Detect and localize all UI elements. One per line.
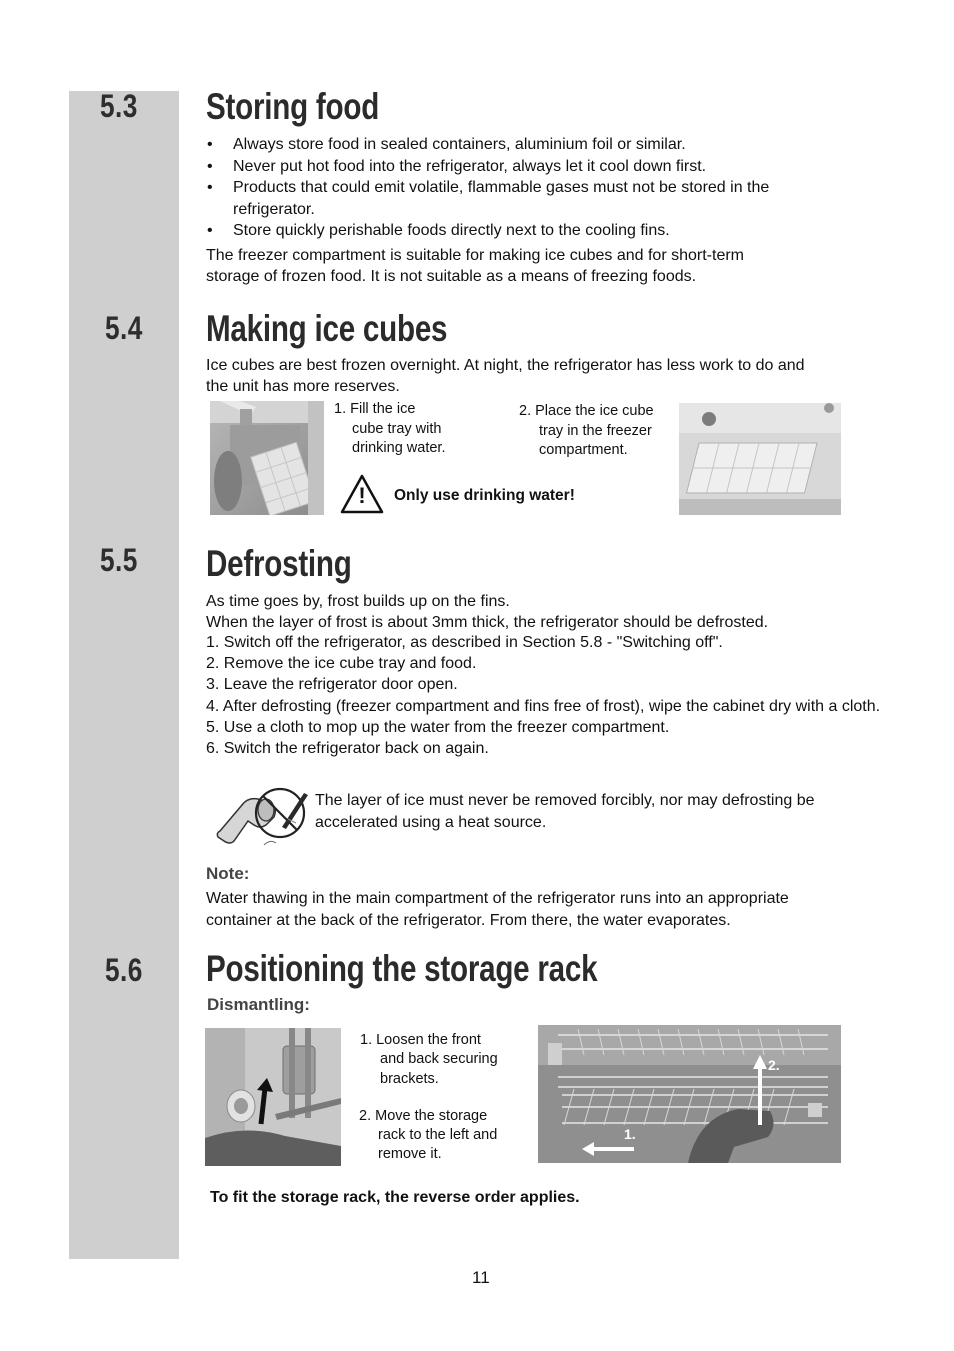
defrost-step: 5. Use a cloth to mop up the water from the freezer compartment. — [206, 718, 670, 736]
section-title-defrosting: Defrosting — [206, 543, 352, 584]
defrost-step: 2. Remove the ice cube tray and food. — [206, 655, 477, 673]
ice-intro-line2: the unit has more reserves. — [206, 378, 400, 395]
dismantling-subhead: Dismantling: — [207, 995, 310, 1014]
section-number-5-3: 5.3 — [100, 88, 138, 124]
ice-step2-line3: compartment. — [539, 442, 628, 458]
rack-step2-line1: 2. Move the storage — [359, 1108, 488, 1124]
left-sidebar-band — [69, 91, 179, 1259]
ice-step2-line1: 2. Place the ice cube — [519, 403, 654, 419]
defrost-steps — [206, 632, 886, 759]
freezer-paragraph-line1: The freezer compartment is suitable for making ice cubes and for short-term — [206, 247, 744, 264]
ice-step1-line1: 1. Fill the ice — [334, 401, 416, 417]
rack-step2-line3: remove it. — [378, 1146, 442, 1162]
bullet-item: • Always store food in sealed containers, aluminium foil or similar. — [207, 136, 686, 153]
warning-symbol: ! — [358, 483, 366, 508]
caution-line1: The layer of ice must never be removed forcibly, nor may defrosting be — [315, 792, 815, 809]
defrost-line2: When the layer of frost is about 3mm thick, the refrigerator should be defrosted. — [206, 614, 769, 631]
warning-triangle-icon — [340, 474, 384, 514]
caution-line2: accelerated using a heat source. — [315, 814, 547, 831]
section-title-storing-food: Storing food — [206, 86, 380, 127]
freezer-paragraph-line2: storage of frozen food. It is not suitable as a means of freezing foods. — [206, 268, 697, 285]
section-number-5-6: 5.6 — [105, 952, 143, 988]
note-line2: container at the back of the refrigerator. From there, the water evaporates. — [206, 912, 731, 929]
photo-securing-bracket — [205, 1028, 341, 1166]
rack-step2-line2: rack to the left and — [378, 1127, 498, 1143]
warning-drinking-water: Only use drinking water! — [394, 487, 575, 504]
defrost-step: 6. Switch the refrigerator back on again. — [206, 740, 489, 758]
section-title-positioning-storage-rack: Positioning the storage rack — [206, 948, 598, 989]
no-hairdryer-icon — [208, 783, 312, 851]
reverse-order-note: To fit the storage rack, the reverse order applies. — [210, 1189, 580, 1206]
photo-wire-rack-removal — [538, 1025, 841, 1163]
rack-step1-line1: 1. Loosen the front — [360, 1032, 481, 1048]
rack-arrow-label-1: 1. — [624, 1126, 636, 1142]
storing-food-bullets — [206, 134, 886, 242]
note-line1: Water thawing in the main compartment of the refrigerator runs into an appropriate — [206, 890, 789, 907]
bullet-item: • Store quickly perishable foods directly next to the cooling fins. — [207, 222, 670, 239]
section-number-5-4: 5.4 — [105, 310, 143, 346]
defrost-step: 1. Switch off the refrigerator, as described in Section 5.8 - "Switching off". — [206, 634, 723, 651]
photo-ice-tray-in-freezer — [679, 403, 841, 515]
page-number: 11 — [472, 1268, 490, 1287]
defrost-line1: As time goes by, frost builds up on the fins. — [206, 593, 510, 610]
ice-step2-line2: tray in the freezer — [539, 423, 652, 439]
rack-step1-line2: and back securing — [380, 1051, 498, 1067]
rack-step1-line3: brackets. — [380, 1071, 439, 1087]
ice-intro-line1: Ice cubes are best frozen overnight. At night, the refrigerator has less work to do and — [206, 357, 805, 374]
defrost-step: 4. After defrosting (freezer compartment and fins free of frost), wipe the cabinet dry with a cloth. — [206, 697, 881, 715]
ice-step1-line2: cube tray with — [352, 421, 442, 437]
ice-step1-line3: drinking water. — [352, 440, 446, 456]
section-number-5-5: 5.5 — [100, 542, 138, 578]
bullet-item: • Never put hot food into the refrigerator, always let it cool down first. — [207, 157, 707, 175]
defrost-step: 3. Leave the refrigerator door open. — [206, 676, 458, 694]
rack-arrow-label-2: 2. — [768, 1057, 780, 1073]
bullet-item: • Products that could emit volatile, flammable gases must not be stored in the refrigerator. — [207, 179, 770, 218]
photo-filling-ice-tray — [210, 401, 324, 515]
note-label: Note: — [206, 864, 250, 883]
section-title-making-ice-cubes: Making ice cubes — [206, 308, 448, 349]
